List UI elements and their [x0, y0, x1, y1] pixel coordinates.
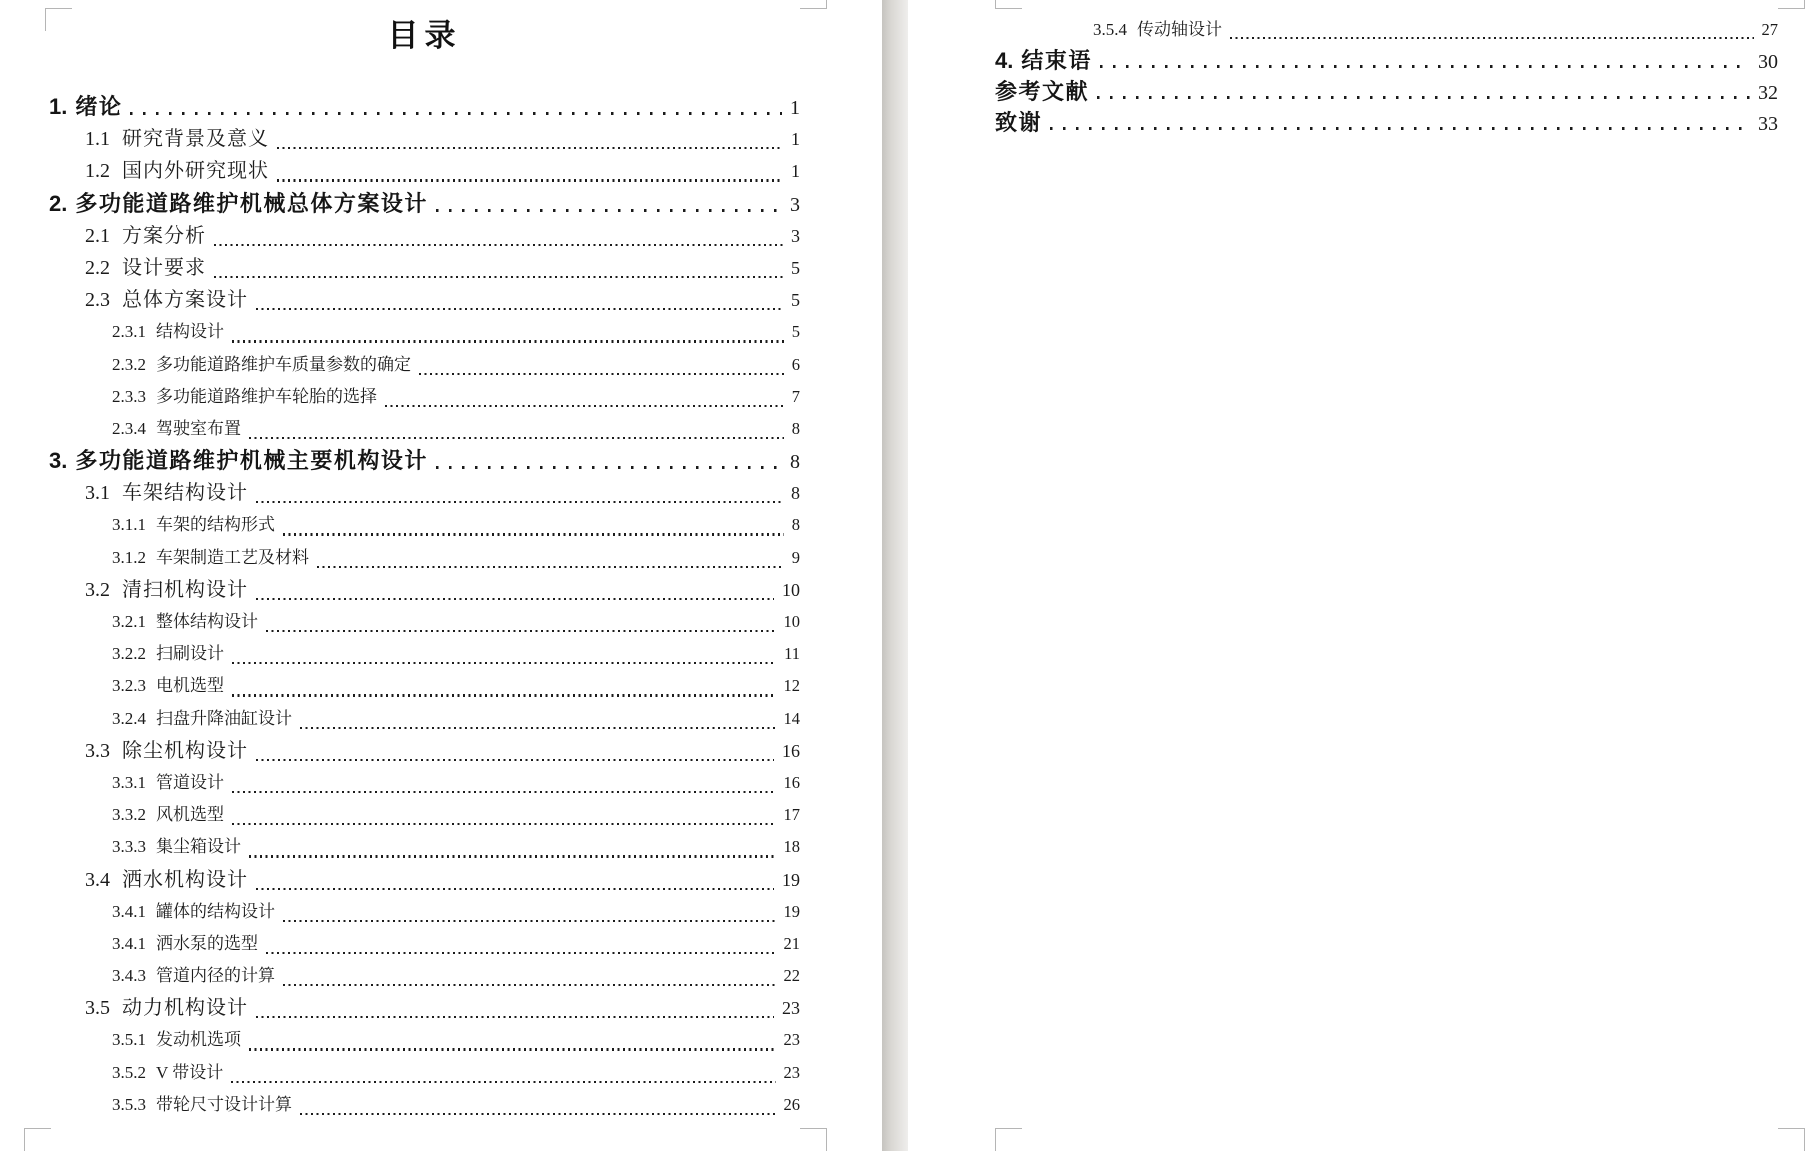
dot-leader	[266, 952, 776, 954]
toc-entry[interactable]	[49, 284, 800, 316]
toc-entry-number: 1.1	[85, 128, 110, 151]
dot-leader	[232, 662, 776, 664]
toc-entry-title: V 带设计	[156, 1062, 224, 1082]
toc-entry-number: 3.2.3	[112, 676, 146, 696]
toc-entry[interactable]	[49, 1089, 800, 1121]
toc-entry[interactable]	[49, 220, 800, 252]
dot-leader	[436, 209, 782, 212]
toc-list-left	[49, 91, 800, 1121]
dot-leader	[1097, 96, 1750, 99]
toc-entry-number: 3.	[49, 448, 68, 474]
toc-entry-title: 管道设计	[156, 772, 224, 792]
toc-entry-page: 5	[791, 290, 800, 311]
dot-leader	[283, 920, 776, 922]
toc-entry[interactable]	[49, 703, 800, 735]
toc-entry-title: 风机选型	[156, 805, 224, 825]
dot-leader	[214, 276, 783, 278]
toc-entry[interactable]	[49, 316, 800, 348]
toc-entry[interactable]	[49, 767, 800, 799]
toc-entry[interactable]	[995, 76, 1778, 107]
toc-entry-page: 5	[791, 322, 800, 342]
toc-list-right	[995, 14, 1778, 138]
toc-entry-number: 3.3	[85, 739, 110, 762]
toc-entry[interactable]	[49, 799, 800, 831]
toc-entry-page: 3	[790, 193, 800, 216]
toc-entry-page: 7	[791, 386, 800, 406]
document-page-left	[0, 0, 882, 1151]
document-page-right	[908, 0, 1809, 1151]
toc-entry-title: 除尘机构设计	[122, 739, 248, 762]
toc-entry-page: 19	[782, 869, 800, 890]
toc-entry[interactable]	[49, 831, 800, 863]
toc-entry-title: 多功能道路维护车质量参数的确定	[156, 354, 411, 374]
margin-crop-mark-bottom-right	[1778, 1128, 1805, 1151]
dot-leader	[249, 1048, 776, 1050]
toc-entry-page: 23	[782, 998, 800, 1019]
toc-entry-page: 23	[783, 1062, 800, 1082]
dot-leader	[277, 179, 783, 181]
toc-entry-page: 10	[783, 612, 800, 631]
toc-entry-page: 10	[782, 579, 800, 600]
toc-entry[interactable]	[49, 638, 800, 670]
toc-entry[interactable]	[49, 542, 800, 574]
toc-entry-page: 18	[783, 837, 800, 857]
toc-entry[interactable]	[49, 413, 800, 445]
toc-entry-title: 清扫机构设计	[122, 578, 248, 601]
dot-leader	[419, 373, 784, 375]
toc-entry-number: 3.5.3	[112, 1094, 146, 1114]
margin-crop-mark-bottom-left	[995, 1128, 1022, 1151]
dot-leader	[256, 308, 783, 310]
margin-crop-mark-top-right	[1778, 0, 1805, 9]
toc-entry-page: 8	[791, 418, 800, 438]
toc-entry-title: 传动轴设计	[1137, 20, 1222, 39]
toc-entry-title: 带轮尺寸设计计算	[156, 1094, 292, 1114]
toc-entry-title: 管道内径的计算	[156, 966, 275, 986]
toc-entry[interactable]	[49, 606, 800, 638]
dot-leader	[130, 112, 782, 115]
toc-entry-title: 多功能道路维护机械主要机构设计	[75, 448, 428, 474]
toc-entry-page: 3	[791, 225, 800, 246]
dot-leader	[232, 340, 784, 342]
toc-entry-page: 8	[791, 515, 800, 535]
toc-entry-page: 14	[783, 708, 800, 728]
toc-entry[interactable]	[49, 928, 800, 960]
toc-entry[interactable]	[995, 107, 1778, 138]
toc-entry-number: 2.3.2	[112, 354, 146, 374]
toc-entry-title: 方案分析	[122, 224, 206, 247]
toc-entry-number: 3.2	[85, 578, 110, 601]
margin-crop-mark-top-right	[800, 0, 827, 9]
toc-entry-page: 9	[791, 547, 800, 567]
toc-entry-number: 4.	[995, 48, 1014, 73]
toc-entry-title: 扫盘升降油缸设计	[156, 708, 292, 728]
toc-entry-page: 16	[783, 772, 800, 792]
toc-entry-page: 33	[1758, 113, 1778, 135]
toc-entry-title: 车架结构设计	[122, 482, 248, 505]
toc-entry-number: 3.5.2	[112, 1062, 146, 1082]
toc-entry-title: 整体结构设计	[156, 612, 258, 631]
toc-entry[interactable]	[49, 349, 800, 381]
toc-entry[interactable]	[49, 188, 800, 220]
dot-leader	[214, 244, 783, 246]
toc-entry-title: 致谢	[995, 110, 1043, 135]
toc-entry[interactable]	[49, 155, 800, 187]
toc-entry[interactable]	[49, 381, 800, 413]
margin-crop-mark-top-left	[45, 8, 72, 31]
toc-entry[interactable]	[49, 123, 800, 155]
toc-title: 目录	[387, 18, 462, 53]
dot-leader	[1050, 127, 1750, 130]
toc-entry[interactable]	[49, 1024, 800, 1056]
margin-crop-mark-bottom-left	[24, 1128, 51, 1151]
dot-leader	[249, 437, 784, 439]
toc-entry-title: 结构设计	[156, 322, 224, 342]
toc-entry-number: 3.5	[85, 997, 110, 1020]
toc-entry-page: 1	[790, 97, 800, 119]
toc-entry-title: 多功能道路维护机械总体方案设计	[75, 190, 428, 216]
dot-leader	[1100, 65, 1750, 68]
dot-leader	[256, 888, 774, 890]
toc-entry-number: 2.2	[85, 256, 110, 279]
toc-entry-number: 3.4.1	[112, 901, 146, 921]
dot-leader	[283, 533, 784, 535]
toc-entry-number: 3.3.2	[112, 805, 146, 825]
toc-entry-number: 3.2.4	[112, 708, 146, 728]
toc-entry[interactable]	[49, 864, 800, 896]
toc-entry-title: 车架制造工艺及材料	[156, 547, 309, 567]
toc-entry[interactable]	[49, 445, 800, 477]
toc-entry-number: 3.5.4	[1093, 20, 1127, 39]
toc-entry-number: 3.1.1	[112, 515, 146, 535]
toc-entry-number: 2.3.1	[112, 322, 146, 342]
toc-entry-title: 车架的结构形式	[156, 515, 275, 535]
dot-leader	[256, 759, 774, 761]
toc-entry-title: 集尘箱设计	[156, 837, 241, 857]
toc-entry-number: 2.	[49, 190, 68, 216]
toc-entry-number: 3.1.2	[112, 547, 146, 567]
toc-entry-title: 研究背景及意义	[122, 128, 269, 151]
dot-leader	[385, 405, 784, 407]
dot-leader	[266, 630, 776, 632]
toc-entry-title: 驾驶室布置	[156, 418, 241, 438]
toc-entry-page: 1	[791, 161, 800, 182]
page-gap-separator	[882, 0, 908, 1151]
toc-entry[interactable]	[49, 1057, 800, 1089]
toc-entry-page: 22	[783, 966, 800, 986]
toc-entry-page: 16	[782, 740, 800, 761]
toc-entry-title: 绪论	[75, 94, 123, 119]
toc-entry-page: 19	[783, 901, 800, 921]
toc-entry[interactable]	[995, 14, 1778, 45]
toc-entry-number: 3.2.2	[112, 644, 146, 664]
toc-entry[interactable]	[49, 960, 800, 992]
toc-entry-title: 结束语	[1021, 48, 1092, 73]
toc-entry[interactable]	[49, 477, 800, 509]
toc-entry-title: 多功能道路维护车轮胎的选择	[156, 386, 377, 406]
toc-entry[interactable]	[49, 509, 800, 541]
dot-leader	[300, 727, 776, 729]
toc-entry[interactable]	[49, 735, 800, 767]
toc-entry-number: 2.3.3	[112, 386, 146, 406]
toc-entry-number: 1.2	[85, 160, 110, 183]
toc-entry-title: 洒水泵的选型	[156, 933, 258, 953]
toc-entry-number: 3.4	[85, 868, 110, 891]
toc-entry-page: 32	[1758, 82, 1778, 104]
toc-entry-number: 2.3	[85, 289, 110, 312]
dot-leader	[300, 1113, 776, 1115]
toc-entry-number: 3.4.1	[112, 933, 146, 953]
toc-entry-title: 总体方案设计	[122, 289, 248, 312]
toc-entry-title: 发动机选项	[156, 1030, 241, 1050]
toc-entry-title: 罐体的结构设计	[156, 901, 275, 921]
toc-entry-number: 3.5.1	[112, 1030, 146, 1050]
toc-entry-page: 30	[1758, 51, 1778, 73]
toc-entry[interactable]	[49, 670, 800, 702]
toc-entry-title: 洒水机构设计	[122, 868, 248, 891]
toc-entry-page: 11	[784, 644, 800, 664]
toc-entry-page: 8	[790, 451, 800, 474]
toc-entry[interactable]	[49, 896, 800, 928]
toc-entry-page: 12	[783, 676, 800, 696]
toc-entry-page: 5	[791, 257, 800, 278]
toc-entry-page: 21	[783, 933, 800, 953]
dot-leader	[317, 566, 784, 568]
toc-entry[interactable]	[49, 91, 800, 123]
dot-leader	[256, 598, 774, 600]
dot-leader	[283, 984, 776, 986]
dot-leader	[436, 466, 782, 469]
toc-entry-title: 动力机构设计	[122, 997, 248, 1020]
toc-entry-page: 23	[783, 1030, 800, 1050]
toc-entry[interactable]	[49, 574, 800, 606]
margin-crop-mark-top-left	[995, 0, 1022, 9]
toc-entry-title: 国内外研究现状	[122, 160, 269, 183]
toc-entry-page: 26	[783, 1094, 800, 1114]
toc-entry-page: 1	[791, 129, 800, 150]
dot-leader	[232, 694, 776, 696]
toc-entry-page: 8	[791, 483, 800, 504]
toc-entry-page: 27	[1761, 20, 1778, 39]
dot-leader	[256, 501, 783, 503]
toc-entry-page: 17	[783, 805, 800, 825]
toc-entry[interactable]	[49, 992, 800, 1024]
toc-entry-number: 3.4.3	[112, 966, 146, 986]
toc-entry[interactable]	[995, 45, 1778, 76]
toc-entry-number: 3.2.1	[112, 612, 146, 631]
toc-entry-number: 3.3.3	[112, 837, 146, 857]
toc-entry-title: 扫刷设计	[156, 644, 224, 664]
toc-entry-title: 参考文献	[995, 79, 1090, 104]
toc-entry[interactable]	[49, 252, 800, 284]
dot-leader	[231, 1081, 775, 1083]
dot-leader	[232, 791, 776, 793]
dot-leader	[249, 855, 776, 857]
toc-entry-number: 3.1	[85, 482, 110, 505]
toc-entry-title: 电机选型	[156, 676, 224, 696]
margin-crop-mark-bottom-right	[800, 1128, 827, 1151]
dot-leader	[232, 823, 776, 825]
toc-entry-number: 3.3.1	[112, 772, 146, 792]
toc-entry-number: 1.	[49, 94, 68, 119]
toc-entry-number: 2.3.4	[112, 418, 146, 438]
toc-entry-number: 2.1	[85, 224, 110, 247]
toc-entry-title: 设计要求	[122, 256, 206, 279]
toc-entry-page: 6	[791, 354, 800, 374]
dot-leader	[256, 1016, 774, 1018]
dot-leader	[277, 147, 783, 149]
dot-leader	[1230, 37, 1754, 39]
